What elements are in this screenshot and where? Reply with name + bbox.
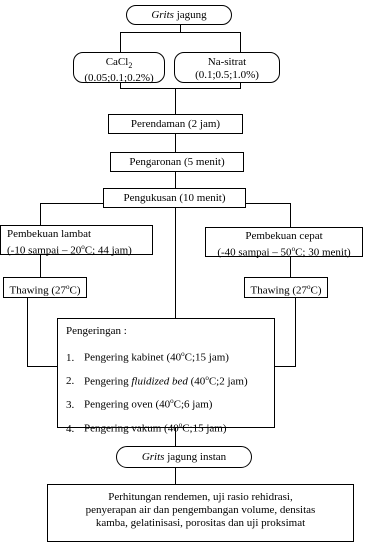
connector xyxy=(40,203,103,204)
analisis-node xyxy=(47,484,354,542)
analisis-line-2: penyerapan air dan pengembangan volume, densitas xyxy=(85,504,316,516)
connector xyxy=(40,255,41,277)
connector xyxy=(290,257,291,277)
cacl2-node xyxy=(73,52,165,83)
na-sitrat-label: Na-sitrat xyxy=(207,56,247,68)
connector xyxy=(27,366,57,367)
na-sitrat-node xyxy=(174,52,280,83)
grits-instan-node xyxy=(116,446,252,468)
pembekuan-cepat-label: Pembekuan cepat xyxy=(245,230,323,242)
connector xyxy=(240,32,241,52)
analisis-line-3: kamba, gelatinisasi, porositas dan uji proksimat xyxy=(95,517,306,529)
pembekuan-lambat-label: Pembekuan lambat xyxy=(7,228,92,240)
analisis-line-1: Perhitungan rendemen, uji rasio rehidrasi, xyxy=(108,491,293,503)
grits-instan-italic: Grits xyxy=(141,451,165,463)
na-sitrat-concentrations: (0.1;0.5;1.0%) xyxy=(195,69,259,81)
cacl2-concentrations: (0.05;0.1;0.2%) xyxy=(84,72,154,85)
connector xyxy=(175,134,176,152)
pembekuan-cepat-condition: (-40 sampai – 50$^o$C; 30 menit) xyxy=(217,245,351,259)
connector xyxy=(120,88,241,89)
pengaronan-node: Pengaronan (5 menit) xyxy=(110,152,244,172)
grits-jagung-italic: Grits xyxy=(151,9,174,21)
cacl2-subscript: 2 xyxy=(128,61,133,71)
connector xyxy=(175,208,176,318)
pembekuan-cepat-node xyxy=(205,227,363,257)
list-item: 1. Pengering kabinet (40$^o$C;15 jam) xyxy=(66,350,229,364)
connector xyxy=(175,172,176,188)
grits-instan-rest: jagung instan xyxy=(164,451,227,463)
grits-jagung-node xyxy=(126,5,232,25)
pengeringan-list xyxy=(66,344,274,439)
list-item: 3. Pengering oven (40$^o$C;6 jam) xyxy=(66,397,213,411)
connector xyxy=(175,88,176,114)
list-item: 4. Pengering vakum (40$^o$C;15 jam) xyxy=(66,420,227,435)
pengeringan-node xyxy=(57,318,275,435)
pengeringan-title: Pengeringan : xyxy=(66,325,127,337)
cacl2-label: CaCl xyxy=(105,56,129,68)
connector xyxy=(27,298,28,366)
connector xyxy=(40,203,41,225)
pembekuan-lambat-node xyxy=(0,225,153,255)
thawing-left-node: Thawing (27$^o$C) xyxy=(3,277,87,298)
pengukusan-node: Pengukusan (10 menit) xyxy=(103,188,246,208)
list-item: 2. Pengering fluidized bed (40$^o$C;2 jam) xyxy=(66,373,248,388)
connector xyxy=(290,203,291,227)
connector xyxy=(175,468,176,484)
connector xyxy=(120,32,241,33)
connector xyxy=(295,298,296,366)
connector xyxy=(275,366,296,367)
perendaman-node: Perendaman (2 jam) xyxy=(108,114,243,134)
thawing-right-node: Thawing (27$^o$C) xyxy=(244,277,328,298)
grits-jagung-rest: jagung xyxy=(173,9,207,21)
connector xyxy=(246,203,290,204)
connector xyxy=(120,32,121,52)
connector xyxy=(180,24,181,32)
pembekuan-lambat-condition: (-10 sampai – 20$^o$C; 44 jam) xyxy=(7,243,132,257)
